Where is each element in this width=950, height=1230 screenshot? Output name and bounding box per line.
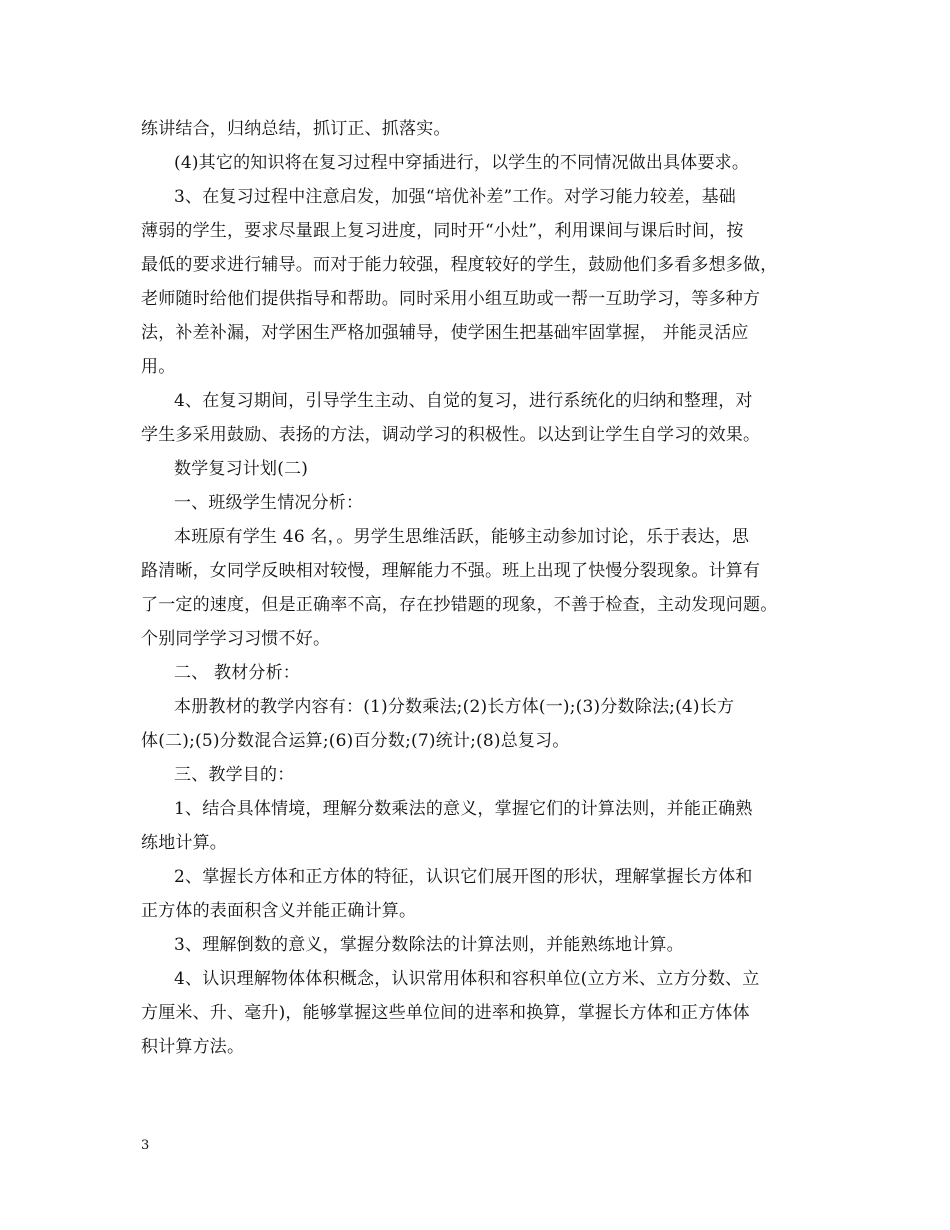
- text-line: 个别同学学习习惯不好。: [141, 629, 331, 649]
- text-line: 学生多采用鼓励、表扬的方法，调动学习的积极性。以达到让学生自学习的效果。: [141, 425, 761, 445]
- text-line: 方厘米、升、毫升)，能够掌握这些单位间的进率和换算，掌握长方体和正方体体: [141, 1003, 750, 1023]
- section-heading: 一、班级学生情况分析：: [174, 493, 364, 513]
- text-line: 法，补差补漏，对学困生严格加强辅导，使学困生把基础牢固掌握， 并能灵活应: [141, 323, 749, 343]
- text-line: 4、认识理解物体体积概念，认识常用体积和容积单位(立方米、立方分数、立: [174, 969, 760, 989]
- text-line: 本册教材的教学内容有：(1)分数乘法;(2)长方体(一);(3)分数除法;(4)长方: [174, 697, 735, 717]
- section-title: 数学复习计划(二): [174, 459, 309, 479]
- section-heading: 三、教学目的：: [174, 765, 295, 785]
- section-heading: 二、 教材分析：: [174, 663, 301, 683]
- text-line: 1、结合具体情境，理解分数乘法的意义，掌握它们的计算法则，并能正确熟: [174, 799, 753, 819]
- text-line: 体(二);(5)分数混合运算;(6)百分数;(7)统计;(8)总复习。: [141, 731, 570, 751]
- text-line: 2、掌握长方体和正方体的特征，认识它们展开图的形状，理解掌握长方体和: [174, 867, 753, 887]
- text-line: 老师随时给他们提供指导和帮助。同时采用小组互助或一帮一互助学习，等多种方: [141, 289, 761, 309]
- page-number: 3: [141, 1138, 150, 1153]
- text-line: (4)其它的知识将在复习过程中穿插进行，以学生的不同情况做出具体要求。: [174, 153, 750, 173]
- text-line: 用。: [141, 357, 176, 377]
- text-line: 正方体的表面积含义并能正确计算。: [141, 901, 417, 921]
- text-line: 3、理解倒数的意义，掌握分数除法的计算法则，并能熟练地计算。: [174, 935, 684, 955]
- text-line: 3、在复习过程中注意启发，加强“培优补差”工作。对学习能力较差，基础: [174, 187, 736, 207]
- text-line: 本班原有学生 46 名，。男学生思维活跃，能够主动参加讨论，乐于表达，思: [174, 527, 750, 547]
- text-line: 了一定的速度，但是正确率不高，存在抄错题的现象，不善于检查，主动发现问题。: [141, 595, 778, 615]
- text-line: 练地计算。: [141, 833, 227, 853]
- text-line: 薄弱的学生，要求尽量跟上复习进度，同时开“小灶”，利用课间与课后时间，按: [141, 221, 744, 241]
- text-line: 积计算方法。: [141, 1037, 245, 1057]
- text-line: 练讲结合，归纳总结，抓订正、抓落实。: [141, 119, 451, 139]
- text-line: 4、在复习期间，引导学生主动、自觉的复习，进行系统化的归纳和整理，对: [174, 391, 753, 411]
- text-line: 最低的要求进行辅导。而对于能力较强，程度较好的学生，鼓励他们多看多想多做，: [141, 255, 778, 275]
- text-line: 路清晰，女同学反映相对较慢，理解能力不强。班上出现了快慢分裂现象。计算有: [141, 561, 761, 581]
